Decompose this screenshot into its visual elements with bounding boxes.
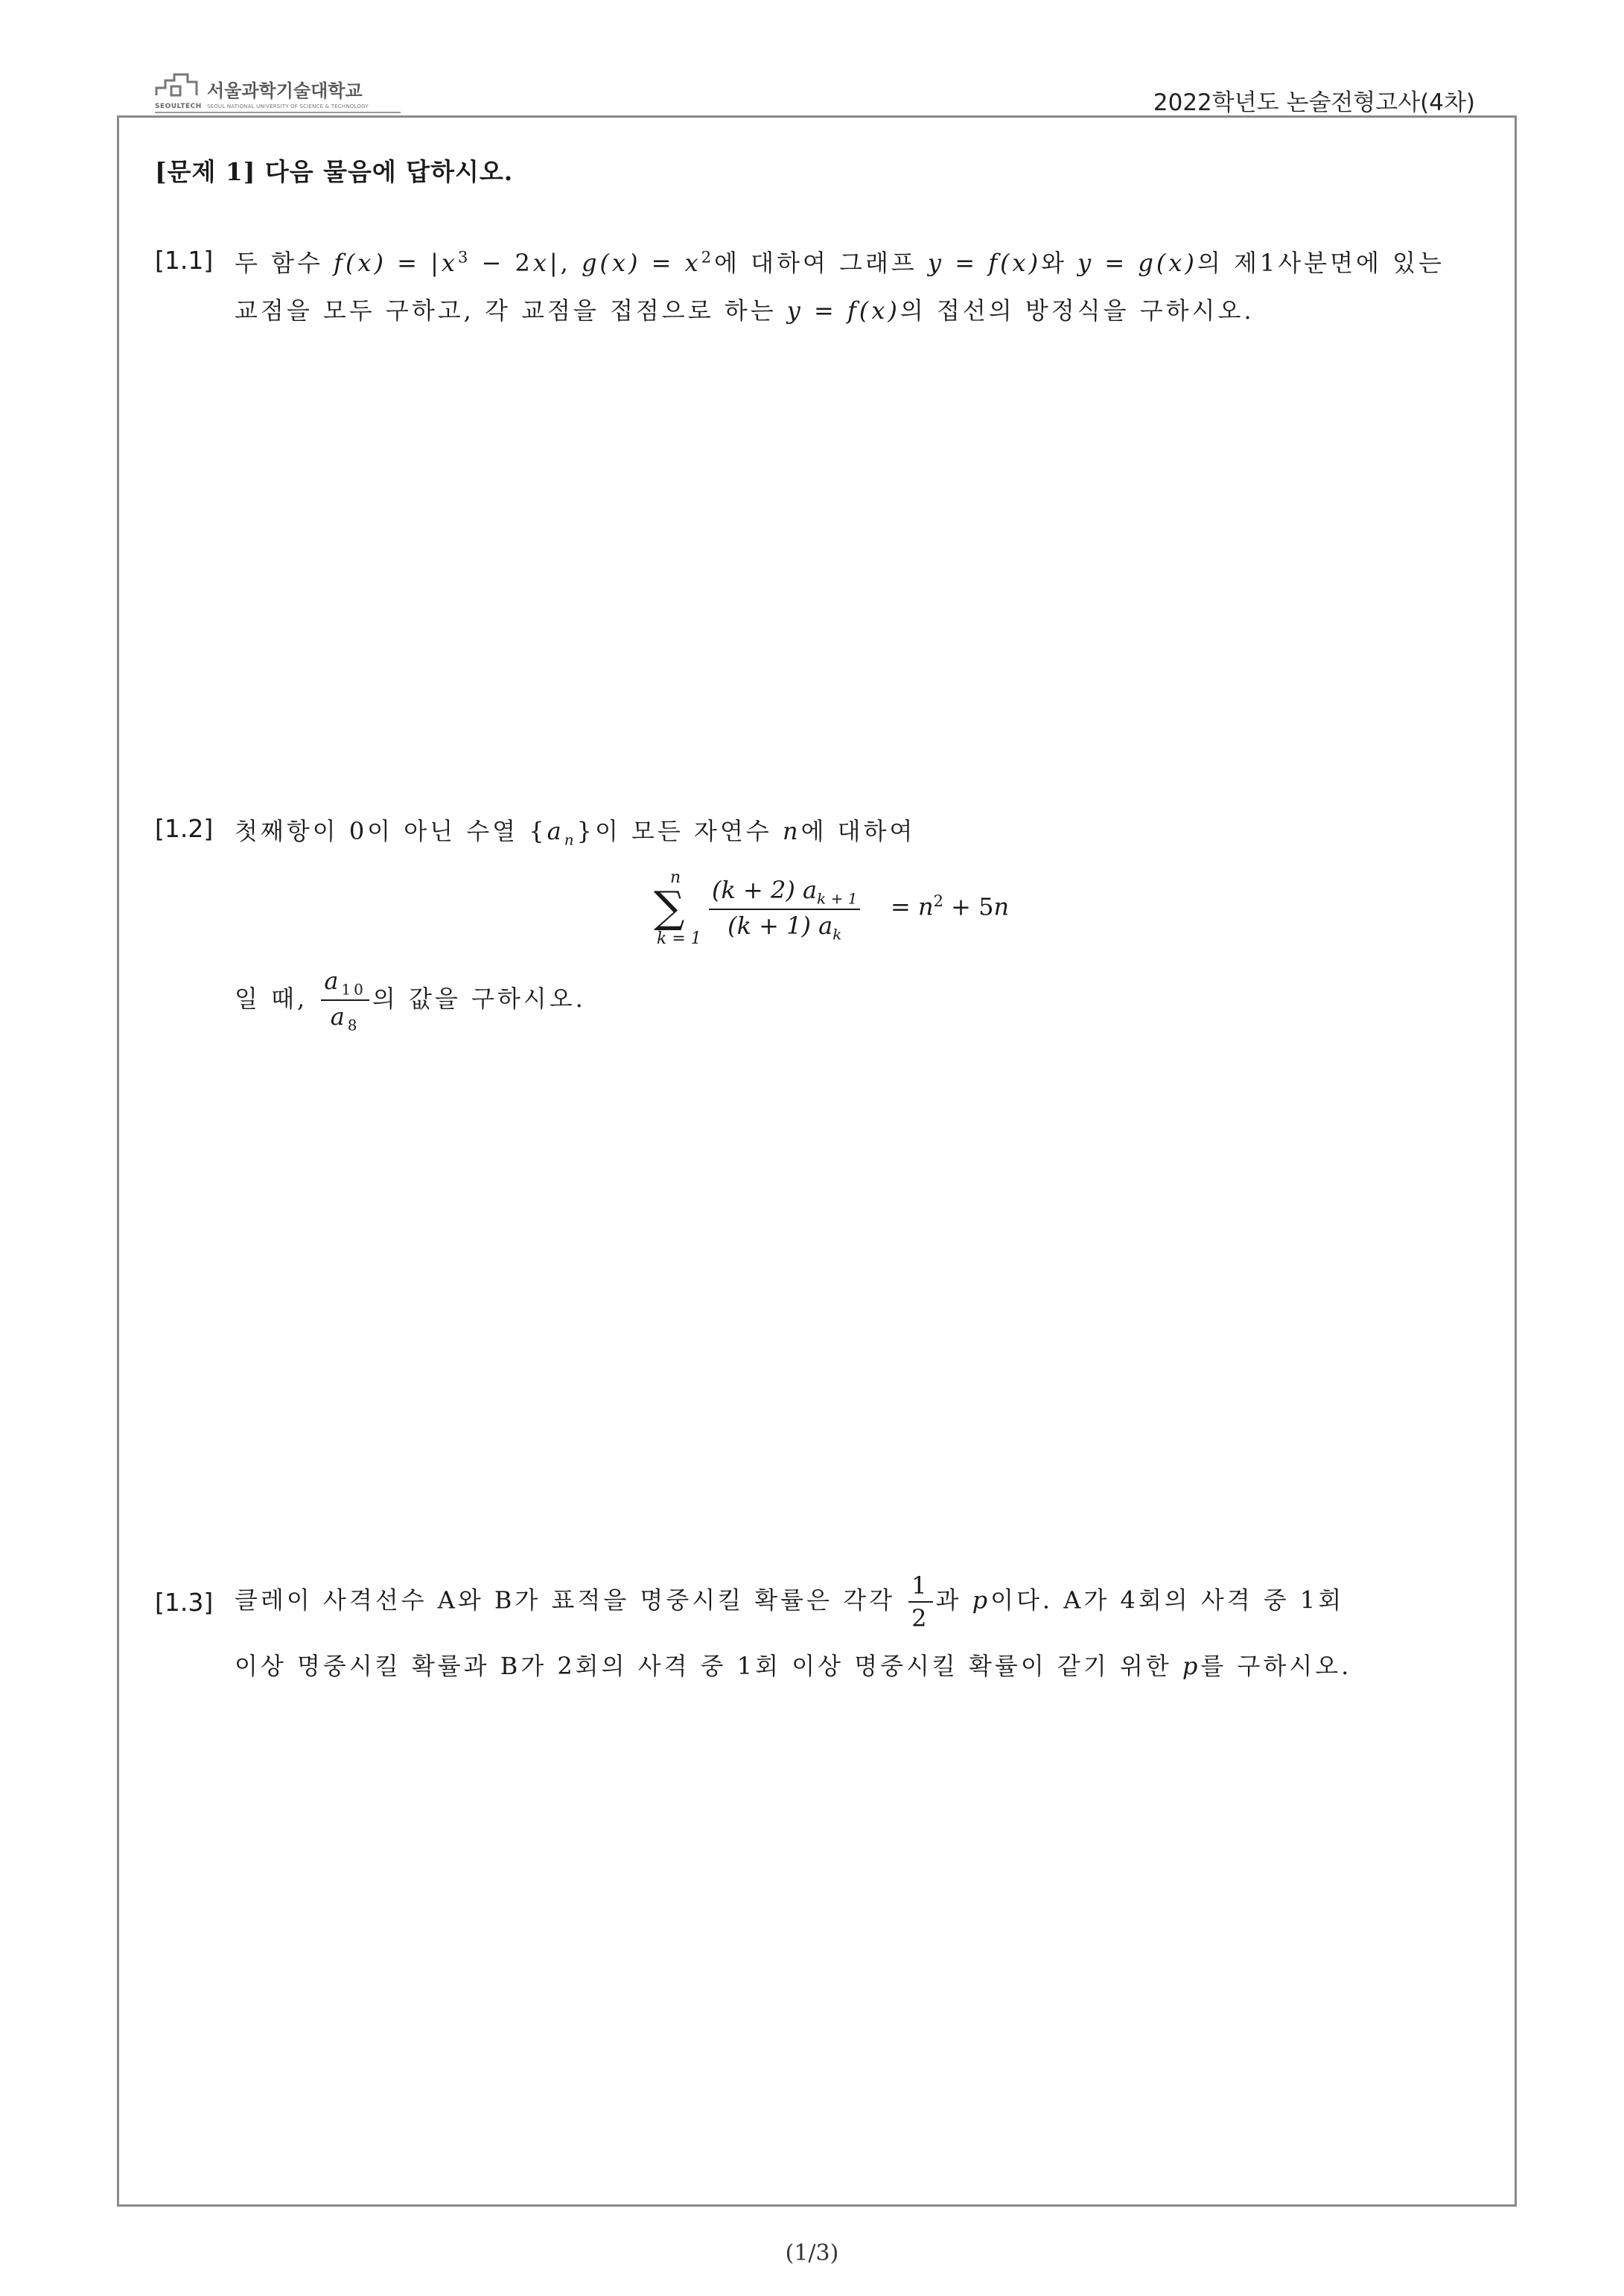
text: 두 함수: [235, 249, 334, 277]
math-y: y: [786, 296, 803, 325]
text: =: [640, 249, 685, 277]
exponent: 2: [701, 248, 715, 267]
text: 클레이 사격선수 A와 B가 표적을 명중시킬 확률은 각각: [235, 1586, 906, 1615]
text: =: [803, 296, 848, 325]
math-n: n: [917, 892, 934, 921]
math-fx: f(x): [334, 249, 386, 277]
math-a: a: [547, 817, 564, 845]
denominator: a: [330, 1002, 348, 1031]
math-gx: g(x): [582, 249, 641, 277]
math-x: x: [532, 249, 550, 277]
math-gx: g(x): [1138, 249, 1197, 277]
text: 이다. A가 4회의 사격 중 1회: [990, 1586, 1345, 1615]
math-y: y: [1077, 249, 1095, 277]
problem-1-2-line-1: [235, 812, 915, 848]
text: 의 값을 구하시오.: [372, 984, 586, 1013]
math-n: n: [782, 817, 801, 845]
text: |,: [549, 249, 582, 277]
text: 과: [935, 1586, 972, 1615]
subscript: n: [564, 830, 577, 849]
math-y: y: [927, 249, 945, 277]
text: 첫째항이 0이 아닌 수열 {: [235, 817, 547, 845]
denominator: 2: [911, 1604, 930, 1632]
header-divider: [155, 112, 401, 113]
text: = |: [386, 249, 442, 277]
problem-1-1-line-2: [235, 292, 1255, 326]
problem-1-3-line-1: [235, 1571, 1344, 1632]
sum-right-hand-side: [891, 892, 1009, 921]
exam-title: 2022학년도 논술전형고사(4차): [1153, 89, 1475, 116]
page-number: (1/3): [785, 2240, 839, 2266]
subscript: 8: [347, 1016, 360, 1034]
question-heading: [문제 1] 다음 물음에 답하시오.: [155, 157, 514, 186]
math-fx: f(x): [988, 249, 1042, 277]
numerator: (k + 2) a: [712, 876, 818, 904]
text: 교점을 모두 구하고, 각 교점을 접점으로 하는: [235, 296, 787, 325]
numerator: a: [324, 967, 342, 995]
answer-frame: [117, 115, 1517, 2207]
exponent: 3: [457, 248, 471, 267]
subscript: k: [832, 925, 842, 944]
text: 의 제1사분면에 있는: [1197, 249, 1445, 277]
sum-lower-limit: k = 1: [657, 929, 701, 948]
text: 를 구하시오.: [1200, 1652, 1352, 1680]
math-p: p: [1182, 1652, 1201, 1680]
half-fraction: [908, 1571, 932, 1632]
math-x: x: [684, 249, 701, 277]
subscript: 10: [341, 980, 366, 999]
problem-number-1-3: [1.3]: [155, 1588, 214, 1617]
text: 와: [1041, 249, 1078, 277]
text: 에 대하여: [800, 817, 916, 845]
problem-1-2-line-3: [235, 967, 586, 1034]
university-name-en-full: SEOUL NATIONAL UNIVERSITY OF SCIENCE & TECHNOLOGY: [207, 104, 369, 109]
text: 이상 명중시킬 확률과 B가 2회의 사격 중 1회 이상 명중시킬 확률이 같기 위한: [235, 1652, 1182, 1680]
text: =: [944, 249, 989, 277]
text: 에 대하여 그래프: [714, 249, 928, 277]
denominator: (k + 1) a: [727, 912, 833, 941]
exponent: 2: [933, 892, 943, 910]
math-p: p: [972, 1586, 991, 1615]
problem-number-1-2: [1.2]: [155, 814, 214, 843]
text: − 2: [471, 249, 533, 277]
text: }이 모든 자연수: [576, 817, 783, 845]
problem-1-1-line-1: [235, 244, 1445, 279]
text: 의 접선의 방정식을 구하시오.: [899, 296, 1255, 325]
math-fx: f(x): [847, 296, 900, 325]
math-x: x: [441, 249, 458, 277]
sigma-symbol: ∑: [654, 882, 685, 932]
summation-equation: [654, 868, 1010, 952]
sum-upper-limit: n: [670, 868, 681, 887]
university-logo: [155, 73, 401, 112]
text: =: [1094, 249, 1139, 277]
page-header: [0, 0, 1624, 119]
text: =: [891, 892, 918, 921]
university-name-en: SEOULTECH: [155, 103, 202, 110]
summand-fraction: [709, 876, 860, 944]
subscript: k + 1: [817, 889, 858, 908]
text: + 5: [943, 892, 994, 921]
ratio-fraction: [321, 967, 369, 1034]
problem-1-3-line-2: [235, 1647, 1351, 1682]
text: 일 때,: [235, 984, 319, 1013]
numerator: 1: [908, 1571, 932, 1603]
math-n: n: [993, 892, 1010, 921]
problem-number-1-1: [1.1]: [155, 246, 214, 275]
university-name: 서울과학기술대학교: [207, 80, 363, 101]
